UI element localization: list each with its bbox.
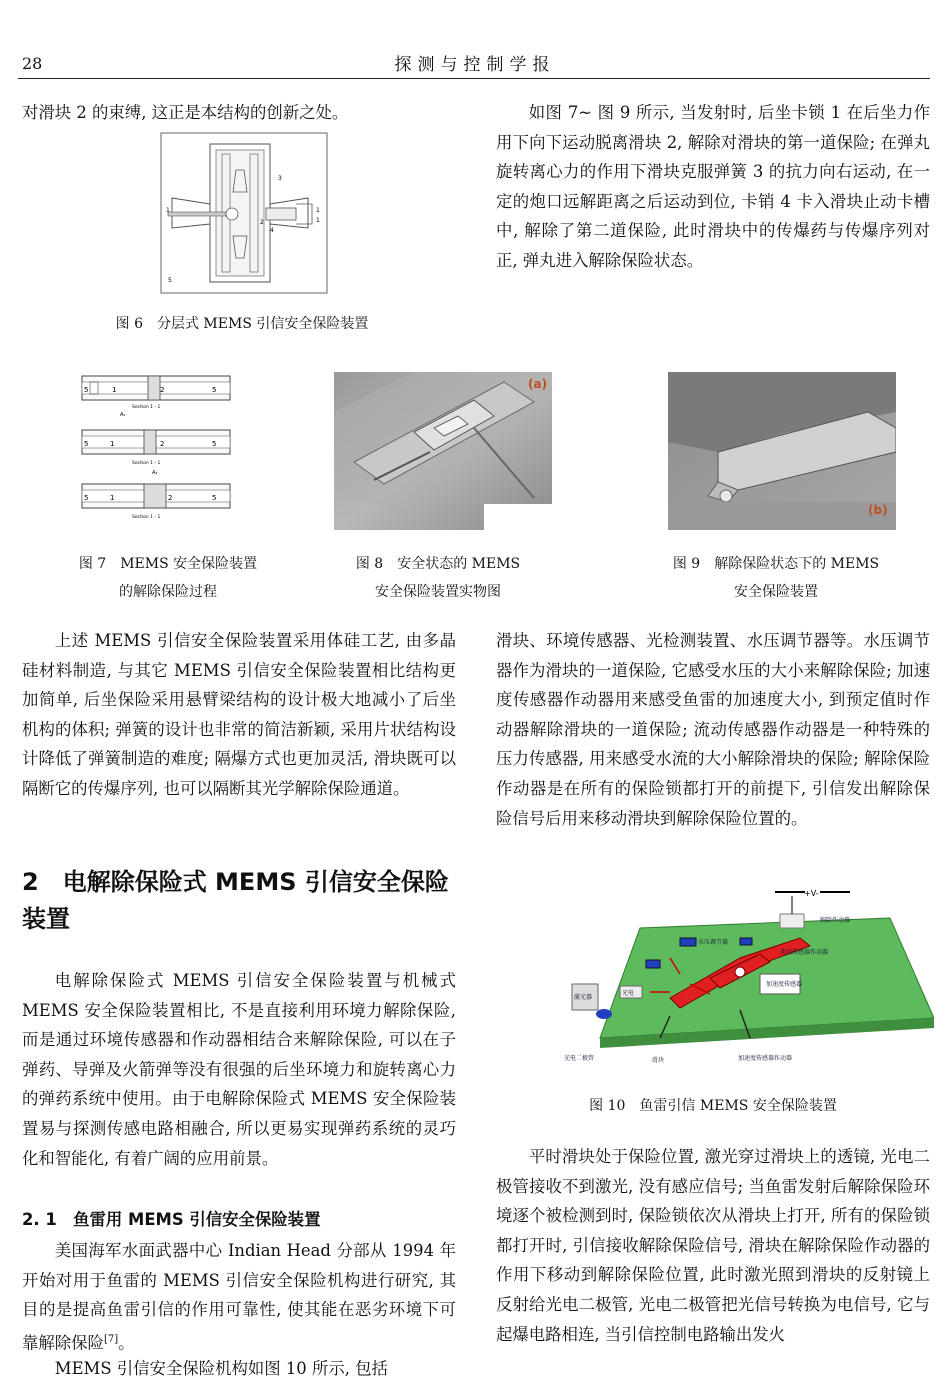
svg-text:5: 5 (212, 494, 217, 502)
svg-text:Section 1 - 1: Section 1 - 1 (132, 515, 161, 520)
figure-7-caption-line1: 图 7 MEMS 安全保险装置 (78, 556, 258, 572)
svg-text:1: 1 (110, 494, 115, 502)
figure-8-caption-line1: 图 8 安全状态的 MEMS (355, 556, 521, 572)
svg-text:Section 1 - 1: Section 1 - 1 (132, 405, 161, 410)
figure-10-intro-paragraph: MEMS 引信安全保险机构如图 10 所示, 包括 (54, 1359, 388, 1378)
fig7-stage-1 (82, 376, 230, 418)
svg-text:光电二极管: 光电二极管 (564, 1055, 595, 1062)
indian-head-paragraph: 美国海军水面武器中心 Indian Head 分部从 1994 年开始对用于鱼雷的 MEMS 引信安全保险机构进行研究, 其目的是提高鱼雷引信的作用可靠性, 使其能在恶劣环境下可靠解除保险[7]。 (22, 1241, 456, 1353)
svg-text:5: 5 (84, 440, 89, 448)
svg-text:A₁: A₁ (120, 412, 126, 418)
svg-text:解除作动器: 解除作动器 (820, 917, 851, 924)
figure-10-caption: 图 10 鱼雷引信 MEMS 安全保险装置 (589, 1098, 837, 1114)
svg-text:5: 5 (84, 494, 89, 502)
section-2-title: 2 电解除保险式 MEMS 引信安全保险装置 (22, 868, 449, 933)
svg-text:流动传感器作动器: 流动传感器作动器 (780, 949, 829, 956)
reference-7: [7] (103, 1333, 119, 1345)
page-number: 28 (22, 54, 43, 73)
figure-7-caption-line2: 的解除保险过程 (119, 584, 217, 600)
svg-text:5: 5 (84, 386, 89, 394)
journal-title: 探测与控制学报 (394, 55, 556, 75)
svg-text:1: 1 (110, 440, 115, 448)
fig6-label-1c: 1 (316, 217, 320, 224)
svg-text:2: 2 (160, 386, 165, 394)
fig6-label-3: 3 (278, 175, 282, 182)
figure-10-diagram (560, 888, 934, 1072)
svg-text:5: 5 (212, 440, 217, 448)
figure-8-caption-line2: 安全保险装置实物图 (375, 584, 501, 600)
svg-text:A₂: A₂ (152, 470, 158, 476)
svg-text:2: 2 (168, 494, 173, 502)
figure-8-badge: (a) (528, 377, 548, 391)
figure-9-badge: (b) (868, 503, 888, 517)
svg-text:滑块: 滑块 (652, 1057, 665, 1064)
svg-text:1: 1 (112, 386, 117, 394)
fig6-label-4: 4 (270, 227, 274, 234)
fig6-label-2: 2 (260, 219, 264, 226)
sensors-paragraph: 滑块、环境传感器、光检测装置、水压调节器等。水压调节器作为滑块的一道保险, 它感受水压的大小来解除保险; 加速度传感器作动器用来感受鱼雷的加速度大小, 到预定值时作动器解除滑块的一道保险; 流动传感器作动器是一种特殊的压力传感器, 用来感受水流的大小解除滑块的保险; 解除保险作动器是在所有的保险锁都打开的前提下, 引信发出解除保险信号后用来移动滑块到解除保险位置的。 (496, 631, 930, 828)
figure-6-drawing (160, 132, 328, 294)
svg-text:水压调节器: 水压调节器 (698, 939, 729, 946)
figure-9-caption-line1: 图 9 解除保险状态下的 MEMS (672, 556, 880, 572)
svg-text:光电: 光电 (622, 990, 635, 997)
svg-text:加速度传感器作动器: 加速度传感器作动器 (738, 1055, 793, 1062)
fig6-label-1a: 1 (166, 207, 170, 214)
figure-9-photo (668, 372, 896, 530)
fig6-label-5: 5 (168, 277, 172, 284)
figure-9-caption-line2: 安全保险装置 (734, 584, 818, 600)
electrical-arming-paragraph: 电解除保险式 MEMS 引信安全保险装置与机械式 MEMS 安全保险装置相比, 不是直接利用环境力解除保险, 而是通过环境传感器和作动器相结合来解除保险, 可以在子弹药、导弹及火箭弹等没有很强的后坐环境力和旋转离心力的弹药系统中使用。由于电解除保险式 MEMS 安全保险装置易与探测传感电路相融合, 所以更易实现弹药系统的灵巧化和智能化, 有着广阔的应用前景。 (22, 971, 456, 1168)
svg-text:2: 2 (160, 440, 165, 448)
operation-paragraph: 平时滑块处于保险位置, 激光穿过滑块上的透镜, 光电二极管接收不到激光, 没有感应信号; 当鱼雷发射后解除保险环境逐个被检测到时, 保险锁依次从滑块上打开, 所有的保险锁都打开时, 引信接收解除保险信号, 滑块在解除保险作动器的作用下移动到解除保险位置, 此时激光照到滑块的反射镜上反射给光电二极管, 光电二极管把光信号转换为电信号, 它与起爆电路相连, 当引信控制电路输出发火 (496, 1147, 930, 1344)
header-rule (18, 78, 930, 79)
voltage-label: +V- (804, 889, 819, 898)
figure-8-photo (334, 372, 552, 530)
fig7-stage-2 (82, 430, 230, 476)
subsection-2-1-title: 2. 1 鱼雷用 MEMS 引信安全保险装置 (22, 1210, 321, 1229)
launch-sequence-paragraph: 如图 7~ 图 9 所示, 当发射时, 后坐卡锁 1 在后坐力作用下向下运动脱离滑块 2, 解除对滑块的第一道保险; 在弹丸旋转离心力的作用下滑块克服弹簧 3 的抗力向右运动, 在一定的炮口远解距离之后运动到位, 卡销 4 卡入滑块止动卡槽中, 解除了第二道保险, 此时滑块中的传爆药与传爆序列对正, 弹丸进入解除保险状态。 (496, 103, 930, 270)
fig6-label-1b: 1 (316, 207, 320, 214)
svg-text:Section 1 - 1: Section 1 - 1 (132, 461, 161, 466)
fig7-stage-3 (82, 484, 230, 520)
figure-7-drawing (80, 372, 232, 528)
figure-6-caption: 图 6 分层式 MEMS 引信安全保险装置 (115, 316, 369, 332)
mems-summary-paragraph: 上述 MEMS 引信安全保险装置采用体硅工艺, 由多晶硅材料制造, 与其它 MEMS 引信安全保险装置相比结构更加简单, 后坐保险采用悬臂梁结构的设计极大地减小了后坐机构的体积; 弹簧的设计也非常的简洁新颖, 采用片状结构设计降低了弹簧制造的难度; 隔爆方式也更加灵活, 滑块既可以隔断它的传爆序列, 也可以隔断其光学解除保险通道。 (22, 631, 456, 798)
svg-text:激光器: 激光器 (574, 994, 593, 1001)
svg-text:5: 5 (212, 386, 217, 394)
continued-paragraph: 对滑块 2 的束缚, 这正是本结构的创新之处。 (22, 103, 349, 122)
svg-text:加速度传感器: 加速度传感器 (766, 981, 803, 988)
